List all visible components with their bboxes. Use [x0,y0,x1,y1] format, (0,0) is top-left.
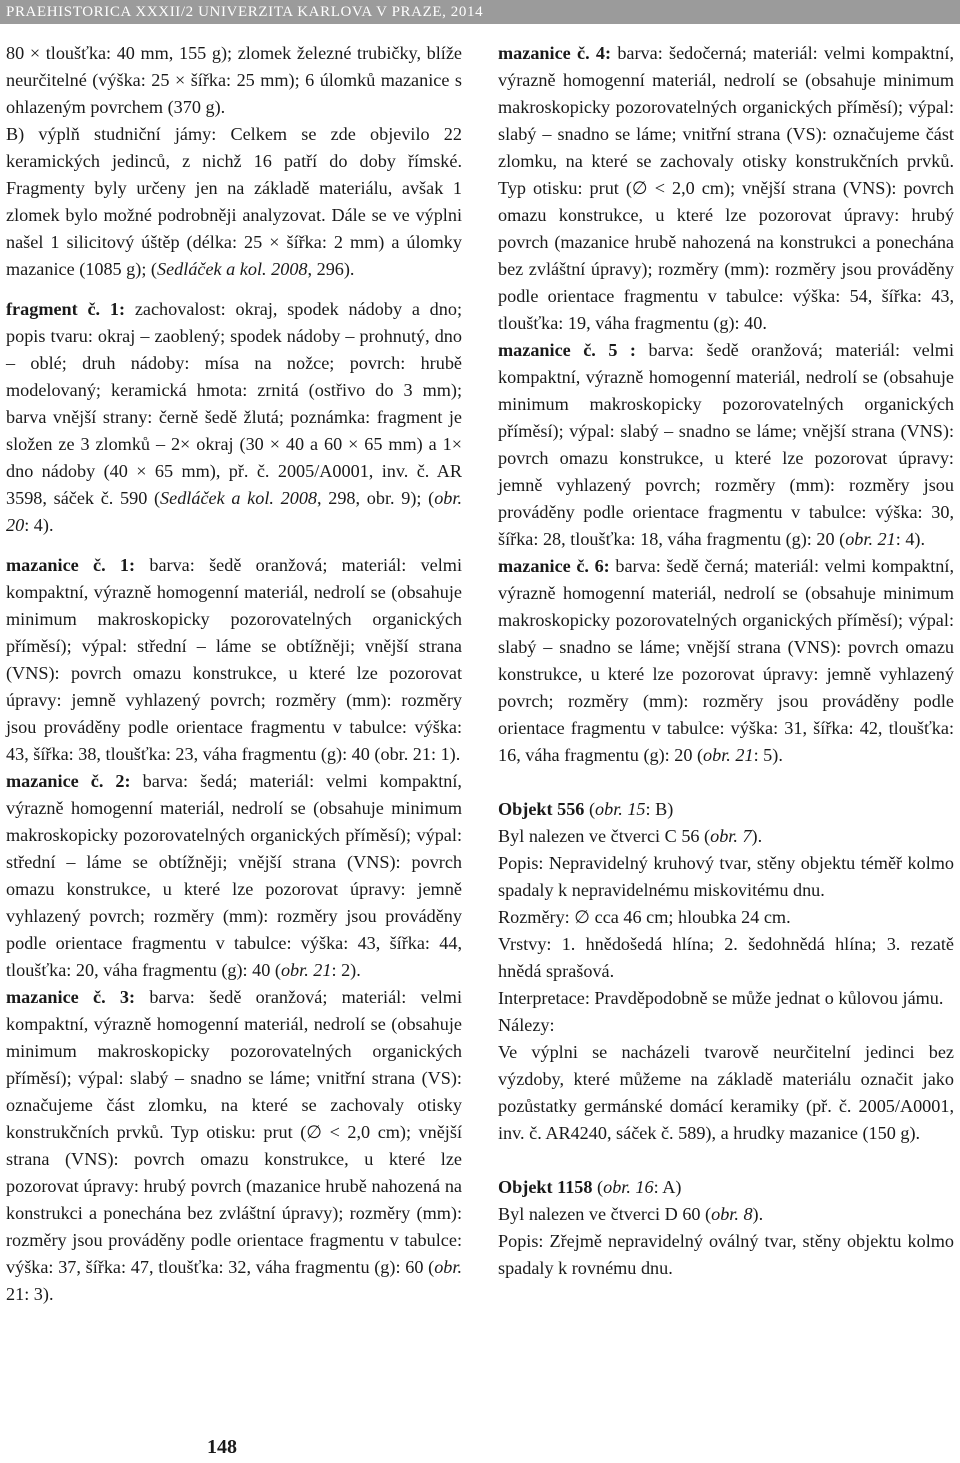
mazanice-3-entry: mazanice č. 3: barva: šedě oranžová; materiál: velmi kompaktní, výrazně homogenní materiál, nedrolí se (obsahuje minimum makroskopicky pozorovatelných organických příměsí); výpal: slabý – snadno se láme; vnitřní strana (VS): označujeme část zlomku, na které se zachovaly otisky konstrukčních prvků. Typ otisku: prut (∅ < 2,0 cm); vnější strana (VNS): povrch omazu konstrukce, u které lze pozorovat úpravy: hrubý povrch (mazanice hrubě nahozená na konstrukci a ponechána bez zvláštní úpravy); rozměry (mm): rozměry jsou prováděny podle orientace fragmentu v tabulce: výška: 37, šířka: 47, tloušťka: 32, váha fragmentu (g): 60 (obr. 21: 3). [6,987,462,1304]
mazanice-6-label: mazanice č. 6: [498,556,610,576]
object-556-layers: Vrstvy: 1. hnědošedá hlína; 2. šedohnědá hlína; 3. rezatě hnědá sprašová. [498,934,954,981]
object-1158-heading: Objekt 1158 (obr. 16: A) [498,1177,682,1197]
right-column [498,40,954,1282]
mazanice-2-label: mazanice č. 2: [6,771,131,791]
mazanice-4-label: mazanice č. 4: [498,43,612,63]
mazanice-1-label: mazanice č. 1: [6,555,136,575]
object-556-interpretation: Interpretace: Pravděpodobně se může jednat o kůlovou jámu. [498,988,944,1008]
running-header: PRAEHISTORICA XXXII/2 UNIVERZITA KARLOVA V PRAZE, 2014 [0,0,960,24]
object-1158-location: Byl nalezen ve čtverci D 60 (obr. 8). [498,1204,764,1224]
object-1158-description: Popis: Zřejmě nepravidelný oválný tvar, stěny objektu kolmo spadaly k rovnému dnu. [498,1231,954,1278]
mazanice-1-entry: mazanice č. 1: barva: šedě oranžová; materiál: velmi kompaktní, výrazně homogenní materiál, nedrolí se (obsahuje minimum makroskopicky pozorovatelných organických příměsí); výpal: střední – láme se obtížněji; vnější strana (VNS): povrch omazu konstrukce, u které lze pozorovat úpravy: jemně vyhlazený povrch; rozměry (mm): rozměry jsou prováděny podle orientace fragmentu v tabulce: výška: 43, šířka: 38, tloušťka: 23, váha fragmentu (g): 40 (obr. 21: 1). [6,555,462,764]
object-556-description: Popis: Nepravidelný kruhový tvar, stěny objektu téměř kolmo spadaly k nepravidelnému miskovitému dnu. [498,853,954,900]
fragment-1-label: fragment č. 1: [6,299,126,319]
mazanice-5-label: mazanice č. 5 : [498,340,636,360]
paragraph-intro: 80 × tloušťka: 40 mm, 155 g); zlomek železné trubičky, blíže neurčitelné (výška: 25 × šířka: 25 mm); 6 úlomků mazanice s ohlazeným povrchem (370 g). [6,43,462,117]
mazanice-3-label: mazanice č. 3: [6,987,136,1007]
object-556-location: Byl nalezen ve čtverci C 56 (obr. 7). [498,826,763,846]
fragment-1-entry: fragment č. 1: zachovalost: okraj, spodek nádoby a dno; popis tvaru: okraj – zaoblený; spodek nádoby – prohnutý, dno – oblé; druh nádoby: mísa na nožce; povrch: hrubě modelovaný; keramická hmota: zrnitá (ostřivo do 3 mm); barva vnější strany: černě šedě žlutá; poznámka: fragment je složen ze 3 zlomků – 2× okraj (30 × 40 a 60 × 65 mm) a 1× dno nádoby (40 × 65 mm), př. č. 2005/A0001, inv. č. AR 3598, sáček č. 590 (Sedláček a kol. 2008, 298, obr. 9); (obr. 20: 4). [6,299,463,535]
mazanice-6-entry: mazanice č. 6: barva: šedě černá; materiál: velmi kompaktní, výrazně homogenní materiál, nedrolí se (obsahuje minimum makroskopicky pozorovatelných organických příměsí); výpal: slabý – snadno se láme; vnější strana (VNS): povrch omazu konstrukce, u které lze pozorovat úpravy: jemně vyhlazený povrch; rozměry (mm): rozměry jsou prováděny podle orientace fragmentu v tabulce: výška: 31, šířka: 42, tloušťka: 16, váha fragmentu (g): 20 (obr. 21: 5). [498,556,954,765]
mazanice-5-entry: mazanice č. 5 : barva: šedě oranžová; materiál: velmi kompaktní, výrazně homogenní materiál, nedrolí se (obsahuje minimum makroskopicky pozorovatelných organických příměsí); výpal: slabý – snadno se láme; vnější strana (VNS): povrch omazu konstrukce, u které lze pozorovat úpravy: jemně vyhlazený povrch; rozměry (mm): rozměry jsou prováděny podle orientace fragmentu v tabulce: výška: 30, šířka: 28, tloušťka: 18, váha fragmentu (g): 20 (obr. 21: 4). [498,340,955,549]
page-number: 148 [207,1436,237,1458]
object-556-finds-text: Ve výplni se nacházeli tvarově neurčitelní jedinci bez výzdoby, které můžeme na základě materiálu označit jako pozůstatky germánské domácí keramiky (př. č. 2005/A0001, inv. č. AR4240, sáček č. 589), a hrudky mazanice (150 g). [498,1042,954,1143]
mazanice-2-entry: mazanice č. 2: barva: šedá; materiál: velmi kompaktní, výrazně homogenní materiál, nedrolí se (obsahuje minimum makroskopicky pozorovatelných organických příměsí); výpal: střední – láme se obtížněji; vnější strana (VNS): povrch omazu konstrukce, u které lze pozorovat úpravy: jemně vyhlazený povrch; rozměry (mm): rozměry jsou prováděny podle orientace fragmentu v tabulce: výška: 43, šířka: 44, tloušťka: 20, váha fragmentu (g): 40 (obr. 21: 2). [6,771,462,980]
left-column [6,40,462,1308]
mazanice-4-entry: mazanice č. 4: barva: šedočerná; materiál: velmi kompaktní, výrazně homogenní materiál, nedrolí se (obsahuje minimum makroskopicky pozorovatelných organických příměsí); výpal: slabý – snadno se láme; vnitřní strana (VS): označujeme část zlomku, na které se zachovaly otisky konstrukčních prvků. Typ otisku: prut (∅ < 2,0 cm); vnější strana (VNS): povrch omazu konstrukce, u které lze pozorovat úpravy: hrubý povrch (mazanice hrubě nahozená na konstrukci a ponechána bez zvláštní úpravy); rozměry (mm): rozměry jsou prováděny podle orientace fragmentu v tabulce: výška: 54, šířka: 43, tloušťka: 19, váha fragmentu (g): 40. [498,43,954,333]
object-556-finds-label: Nálezy: [498,1015,555,1035]
object-556-heading: Objekt 556 (obr. 15: B) [498,799,674,819]
object-556-dimensions: Rozměry: ∅ cca 46 cm; hloubka 24 cm. [498,907,791,927]
paragraph-fill-b: B) výplň studniční jámy: Celkem se zde objevilo 22 keramických jedinců, z nichž 16 patří do doby římské. Fragmenty byly určeny jen na základě materiálu, avšak 1 zlomek bylo možné podrobněji analyzovat. Dále se ve výplni našel 1 silicitový úštěp (délka: 25 × šířka: 2 mm) a úlomky mazanice (1085 g); (Sedláček a kol. 2008, 296). [6,124,462,279]
